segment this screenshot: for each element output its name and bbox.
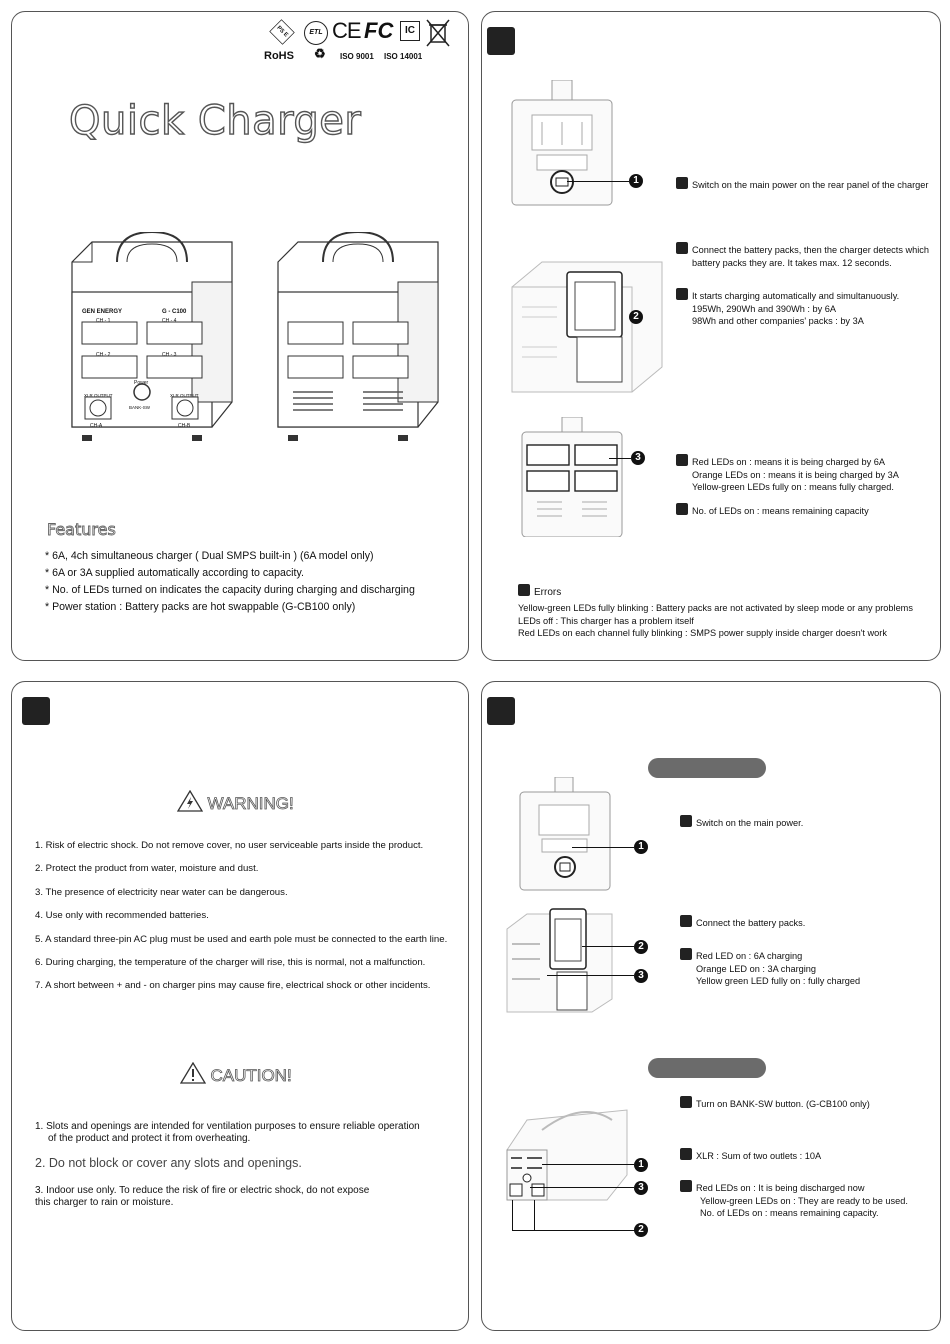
errors-list	[518, 602, 913, 640]
rohs-label: RoHS	[264, 50, 294, 62]
error-item: Yellow-green LEDs fully blinking : Battery packs are not activated by sleep mode or any problems	[518, 603, 913, 613]
section-marker	[22, 697, 50, 725]
section-marker	[487, 697, 515, 725]
device-out-b-label: CH-B	[178, 423, 191, 429]
step-bullet-icon	[676, 177, 688, 189]
callout-leader	[542, 1164, 634, 1165]
device-out-a-label: CH-A	[90, 423, 103, 429]
device-power-label: Power	[134, 380, 149, 386]
charging-section-pill	[648, 758, 766, 778]
panel-cover	[11, 11, 469, 661]
battery-side-illustration	[502, 904, 622, 1014]
features-list	[45, 548, 415, 616]
feature-item: * No. of LEDs turned on indicates the capacity during charging and discharging	[45, 584, 415, 596]
callout-3: 3	[631, 451, 645, 465]
error-item: Red LEDs on each channel fully blinking : SMPS power supply inside charger doesn't work	[518, 628, 887, 639]
callout-bracket	[512, 1200, 635, 1231]
device-ch2-label: CH - 2	[96, 352, 111, 358]
charger-illustration-front	[52, 232, 242, 442]
led-count-text: No. of LEDs on : means remaining capacity	[676, 503, 869, 518]
iso9001-label: ISO 9001	[340, 52, 374, 61]
callout-2: 2	[629, 310, 643, 324]
charger-illustration-basic	[258, 232, 448, 442]
warning-item: 7. A short between + and - on charger pins may cause fire, electrical shock or other incidents.	[35, 980, 431, 992]
callout-1: 1	[634, 840, 648, 854]
warning-item: 1. Risk of electric shock. Do not remove cover, no user serviceable parts inside the product.	[35, 840, 424, 851]
weee-bin-icon	[426, 18, 450, 48]
ce-mark: CE	[332, 18, 361, 43]
charge-step-1: Switch on the main power.	[680, 815, 803, 830]
caution-heading: CAUTION!	[180, 1062, 292, 1089]
callout-3: 3	[634, 969, 648, 983]
warning-item: 6. During charging, the temperature of the charger will rise, this is normal, not a malfunction.	[35, 957, 426, 969]
step-bullet-icon	[676, 454, 688, 466]
section-marker	[487, 27, 515, 55]
led-panel-illustration	[517, 417, 627, 537]
warning-triangle-icon	[177, 790, 203, 817]
features-title: Features	[47, 520, 116, 539]
callout-leader	[582, 946, 634, 947]
callout-leader	[547, 975, 634, 976]
caution-item-3: 3. Indoor use only. To reduce the risk of fire or electric shock, do not expose this charger to rain or moisture.	[35, 1185, 370, 1209]
step-3-text: It starts charging automatically and simultanuously. 195Wh, 290Wh and 390Wh : by 6A 98Wh and other companies' packs : by 3A	[676, 288, 899, 328]
step-bullet-icon	[680, 1148, 692, 1160]
callout-1: 1	[634, 1158, 648, 1172]
callout-leader	[567, 181, 629, 182]
callout-leader	[609, 458, 631, 459]
device-ch4-label: CH - 4	[162, 318, 177, 324]
warning-list	[35, 840, 447, 993]
device-ch1-label: CH - 1	[96, 318, 111, 324]
discharging-section-pill	[648, 1058, 766, 1078]
step-2-text: Connect the battery packs, then the charger detects which battery packs they are. It takes max. 12 seconds.	[676, 242, 929, 269]
panel-safety	[11, 681, 469, 1331]
callout-2: 2	[634, 940, 648, 954]
device-xlr-a-label: XLR OUTPUT	[84, 393, 113, 398]
warning-heading: WARNING!	[177, 790, 294, 817]
device-ch3-label: CH - 3	[162, 352, 177, 358]
feature-item: * 6A or 3A supplied automatically according to capacity.	[45, 567, 304, 579]
warning-item: 4. Use only with recommended batteries.	[35, 910, 209, 922]
discharge-step-1: Turn on BANK-SW button. (G-CB100 only)	[680, 1096, 870, 1111]
callout-bracket-inner	[534, 1200, 535, 1230]
step-bullet-icon	[676, 288, 688, 300]
discharge-led-text: Red LEDs on : It is being discharged now Yellow-green LEDs on : They are ready to be used. No. of LEDs on : means remaining capacity.	[680, 1180, 908, 1220]
device-xlr-b-label: XLR OUTPUT	[170, 393, 199, 398]
step-bullet-icon	[676, 503, 688, 515]
device-banksw-label: BANK-SW	[129, 405, 151, 410]
step-bullet-icon	[680, 1180, 692, 1192]
rear-panel-illustration	[507, 80, 617, 210]
step-bullet-icon	[676, 242, 688, 254]
panel-charge-discharge	[481, 681, 941, 1331]
device-brand-label: GEN ENERGY	[82, 309, 123, 315]
callout-leader	[572, 847, 634, 848]
etl-mark: ETL	[304, 21, 328, 45]
pse-mark: PS E	[269, 19, 294, 44]
caution-item-2: 2. Do not block or cover any slots and openings.	[35, 1156, 302, 1170]
callout-1: 1	[629, 174, 643, 188]
feature-item: * Power station : Battery packs are hot swappable (G-CB100 only)	[45, 601, 356, 613]
callout-2: 2	[634, 1223, 648, 1237]
charge-led-text: Red LED on : 6A charging Orange LED on : 3A charging Yellow green LED fully on : fully charged	[680, 948, 860, 988]
iso14001-label: ISO 14001	[384, 52, 423, 61]
error-item: LEDs off : This charger has a problem itself	[518, 615, 694, 626]
ic-mark: IC	[400, 21, 420, 41]
discharge-step-2: XLR : Sum of two outlets : 10A	[680, 1148, 821, 1163]
warning-item: 3. The presence of electricity near water can be dangerous.	[35, 886, 288, 898]
callout-3: 3	[634, 1181, 648, 1195]
recycle-icon: ♻	[314, 46, 326, 61]
callout-leader	[530, 1187, 634, 1188]
caution-triangle-icon	[180, 1062, 206, 1089]
warning-item: 2. Protect the product from water, moisture and dust.	[35, 863, 259, 875]
step-bullet-icon	[680, 915, 692, 927]
discharge-illustration	[502, 1100, 632, 1212]
rear-panel-illustration	[517, 777, 612, 892]
warning-item: 5. A standard three-pin AC plug must be used and earth pole must be connected to the earth line.	[35, 933, 448, 945]
step-bullet-icon	[680, 1096, 692, 1108]
panel-charging-guide	[481, 11, 941, 661]
error-bullet-icon	[518, 584, 530, 596]
caution-item-1: 1. Slots and openings are intended for ventilation purposes to ensure reliable operation of the product and protect it from overheating.	[35, 1121, 420, 1145]
fc-mark: FC	[364, 18, 394, 43]
step-bullet-icon	[680, 815, 692, 827]
led-status-text: Red LEDs on : means it is being charged by 6A Orange LEDs on : means it is being charged by 3A Yellow-green LEDs fully on : means fully charged.	[676, 454, 899, 494]
device-model-label: G - C100	[162, 309, 187, 315]
charge-step-2: Connect the battery packs.	[680, 915, 805, 930]
battery-attach-illustration	[507, 247, 667, 397]
step-bullet-icon	[680, 948, 692, 960]
page-title: Quick Charger	[69, 98, 362, 144]
step-1-text: Switch on the main power on the rear panel of the charger	[676, 177, 928, 192]
errors-heading: Errors	[518, 584, 561, 600]
feature-item: * 6A, 4ch simultaneous charger ( Dual SMPS built-in ) (6A model only)	[45, 550, 374, 562]
